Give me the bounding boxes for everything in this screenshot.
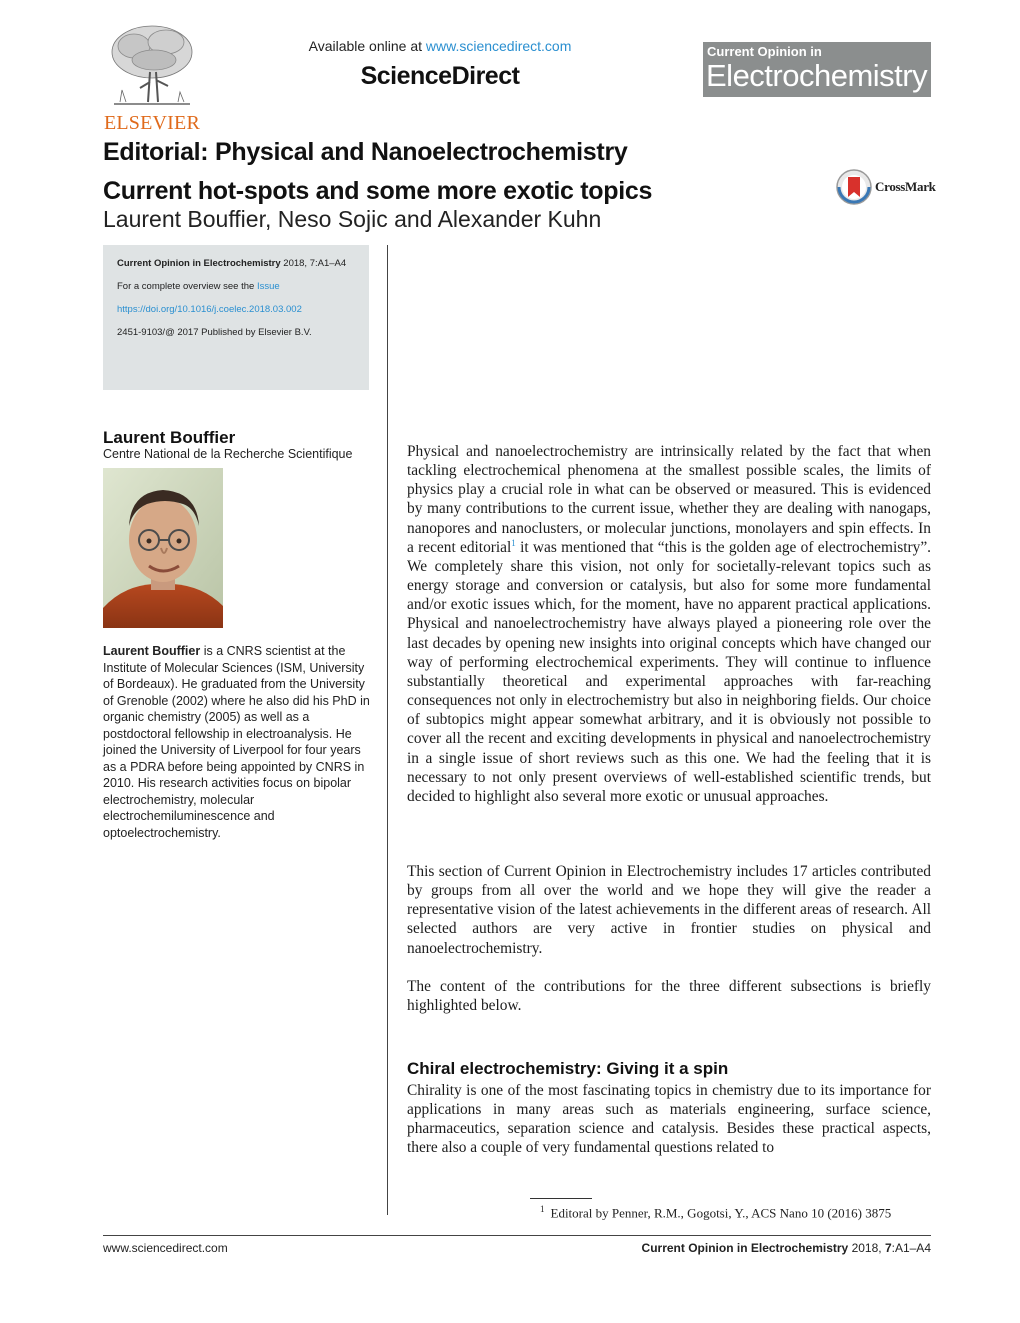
body-p1-a: Physical and nanoelectrochemistry are intrinsically related by the fact that when tackling electrochemical phenomena at the smallest possible scales, the limits of physics play a crucial role in what can be observed or measured. This is evidenced by many contributions to the current issue, whether they are dealing with nanogaps, nanopores and nanoclusters, or molecular junctions, monolayers and spin effects. In a recent editorial xyxy=(407,443,931,556)
footer-year: 2018, xyxy=(848,1241,885,1255)
subsection-heading: Chiral electrochemistry: Giving it a spin xyxy=(407,1059,729,1078)
body-paragraph-3: The content of the contributions for the three different subsections is briefly highlighted below. xyxy=(407,978,931,1015)
author-list: Laurent Bouffier, Neso Sojic and Alexander Kuhn xyxy=(103,206,602,232)
footer-url[interactable]: www.sciencedirect.com xyxy=(103,1241,228,1255)
footer-rule xyxy=(103,1235,931,1236)
footnote-text: Editoral by Penner, R.M., Gogotsi, Y., ACS Nano 10 (2016) 3875 xyxy=(550,1205,892,1221)
journal-logo xyxy=(703,42,931,97)
journal-logo-line2: Electrochemistry xyxy=(706,58,928,93)
copyright-line: 2451-9103/@ 2017 Published by Elsevier B.V. xyxy=(117,327,312,338)
section-title: Editorial: Physical and Nanoelectrochemistry xyxy=(103,138,628,166)
bio-author-name: Laurent Bouffier xyxy=(103,428,236,447)
footer-pages: :A1–A4 xyxy=(891,1241,931,1255)
sciencedirect-wordmark: ScienceDirect xyxy=(360,62,520,90)
footnote xyxy=(540,1204,891,1221)
body-paragraph-4: Chirality is one of the most fascinating topics in chemistry due to its importance for applications in many areas such as materials engineering, surface science, pharmaceutics, separation science and catalysis. Besides these practical aspects, there also a couple of very fundamental questions related to xyxy=(407,1082,931,1157)
body-paragraph-2: This section of Current Opinion in Electrochemistry includes 17 articles contributed by groups from all over the world and we hope they will give the reader a representative vision of the latest achievements in the different areas of research. All selected authors are very active in frontier studies on physical and nanoelectrochemistry. xyxy=(407,863,931,957)
portrait-photo-icon xyxy=(103,468,223,628)
available-online xyxy=(260,38,620,54)
bio-text-name: Laurent Bouffier xyxy=(103,644,201,658)
author-portrait xyxy=(103,468,223,628)
article-title: Current hot-spots and some more exotic topics xyxy=(103,177,653,205)
footer-citation xyxy=(642,1241,931,1255)
citation-journal: Current Opinion in Electrochemistry xyxy=(117,258,281,269)
sciencedirect-header xyxy=(260,38,620,91)
footnote-number: 1 xyxy=(540,1204,545,1214)
bio-text-body: is a CNRS scientist at the Institute of Molecular Sciences (ISM, University of Bordeaux). He graduated from the University of Grenoble (2002) where he also did his PhD in organic chemistry (2005) as well as a postdoctoral fellowship in electroanalysis. He joined the University of Liverpool for four years as a PDRA before being appointed by CNRS in 2010. His research activities focus on bipolar electrochemistry, molecular electrochemiluminescence and optoelectrochemistry. xyxy=(103,644,370,840)
crossmark-icon xyxy=(836,168,872,206)
available-prefix: Available online at xyxy=(308,38,426,54)
crossmark-badge[interactable] xyxy=(836,168,936,206)
elsevier-tree-icon xyxy=(104,22,200,110)
body-p1-b: it was mentioned that “this is the golden age of electrochemistry”. We completely share this vision, not only for societally-relevant topics such as energy storage and conversion or catalysis, but also for some more fundamental and/or exotic issues which, for the moment, have no apparent practical applications. Physical and nanoelectrochemistry have always played a pioneering role over the last decades by opening new insights into original concepts which have changed our way of performing electrochemical experiments. They will continue to influence substantially theoretical and experimental approaches with far-reaching consequences not only in electrochemistry but also in neighboring fields. Our choice of subtopics might appear somewhat arbitrary, and it is obviously not possible to cover all the recent and exciting developments in physical and nanoelectrochemistry in a single issue of short reviews such as this one. We had the feeling that it is necessary to not only present overviews of well-established scientific trends, but decided to highlight also several more exotic or unusual approaches. xyxy=(407,538,931,805)
publisher-name: ELSEVIER xyxy=(103,112,201,134)
elsevier-logo xyxy=(100,22,204,132)
sciencedirect-link[interactable]: www.sciencedirect.com xyxy=(425,38,572,54)
journal-logo-line1: Current Opinion in xyxy=(707,44,822,59)
body-paragraph-1 xyxy=(407,442,931,806)
doi-line xyxy=(117,304,355,315)
overview-prefix: For a complete overview see the xyxy=(117,281,257,292)
footer-journal: Current Opinion in Electrochemistry xyxy=(641,1241,849,1255)
column-divider xyxy=(387,245,388,1215)
footnote-rule xyxy=(530,1198,592,1199)
doi-link[interactable]: https://doi.org/10.1016/j.coelec.2018.03.002 xyxy=(117,304,302,315)
crossmark-label: CrossMark xyxy=(875,179,936,194)
footer-volume: 7 xyxy=(884,1241,892,1255)
citation-line xyxy=(117,258,355,269)
article-info-box xyxy=(103,245,369,390)
bio-text xyxy=(103,643,371,841)
citation-details: 2018, 7:A1–A4 xyxy=(280,258,347,269)
issue-link[interactable]: Issue xyxy=(256,281,280,292)
bio-affiliation: Centre National de la Recherche Scientifique xyxy=(103,447,353,461)
overview-line xyxy=(117,281,355,292)
footnote-ref-1[interactable]: 1 xyxy=(511,537,516,548)
